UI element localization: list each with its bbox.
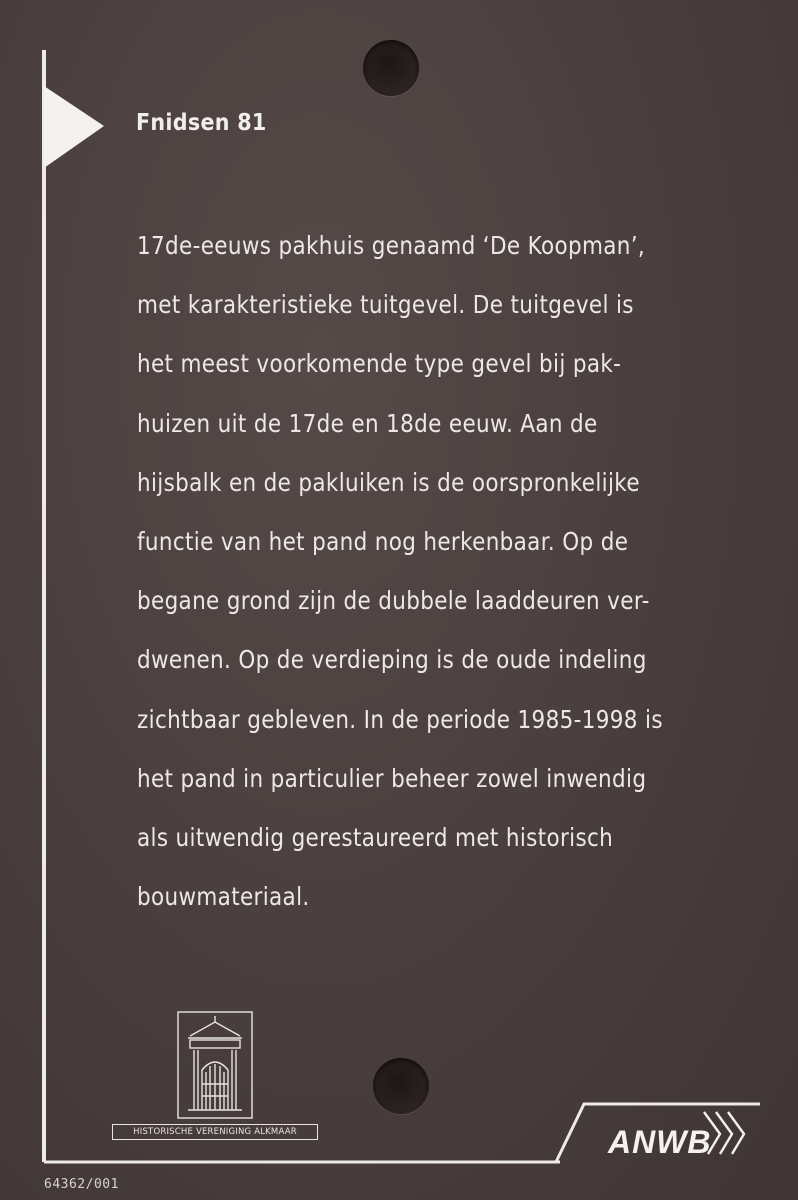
text-line: het meest voorkomende type gevel bij pak- (137, 349, 622, 379)
address-title: Fnidsen 81 (136, 110, 267, 136)
text-line: zichtbaar gebleven. In de periode 1985-1998 is (137, 704, 663, 734)
text-line: begane grond zijn de dubbele laaddeuren ver- (137, 586, 650, 616)
description-text (137, 216, 777, 926)
anwb-brand-label: ANWB (608, 1124, 712, 1160)
text-line: als uitwendig gerestaureerd met historisch (137, 823, 614, 853)
text-line: bouwmateriaal. (137, 882, 310, 912)
anwb-chevron-icon (700, 1104, 760, 1160)
building-facade-logo (176, 1010, 254, 1120)
text-line: hijsbalk en de pakluiken is de oorspronkelijke (137, 467, 640, 497)
text-line: functie van het pand nog herkenbaar. Op de (137, 527, 629, 557)
serial-number: 64362/001 (44, 1177, 119, 1192)
pennant-flag-icon (44, 86, 104, 168)
text-line: huizen uit de 17de en 18de eeuw. Aan de (137, 408, 598, 438)
society-name-label: HISTORISCHE VERENIGING ALKMAAR (112, 1124, 318, 1140)
text-line: het pand in particulier beheer zowel inwendig (137, 763, 647, 793)
text-line: dwenen. Op de verdieping is de oude indeling (137, 645, 647, 675)
text-line: met karakteristieke tuitgevel. De tuitgevel is (137, 290, 634, 320)
text-line: 17de-eeuws pakhuis genaamd ‘De Koopman’, (137, 231, 646, 260)
